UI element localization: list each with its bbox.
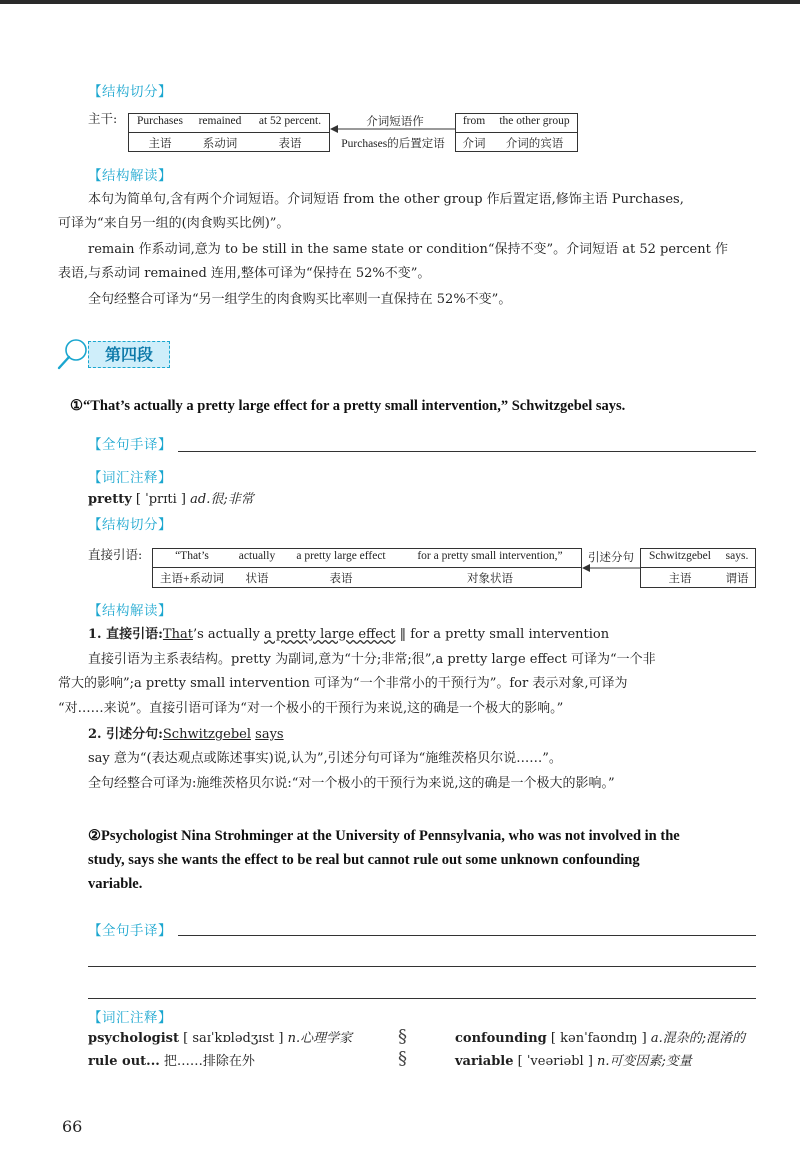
h2-subj: Schwitzgebel [162, 727, 252, 742]
h1-that: That [162, 627, 193, 642]
vocab-pretty [88, 488, 254, 512]
s1-explain-p5: 全句经整合可译为:施维茨格贝尔说:“对一个极小的干预行为来说,这的确是一个极大的影响。” [88, 776, 615, 791]
role-preposition: 介词 [462, 138, 486, 150]
h1-effect: a pretty large effect [264, 627, 396, 642]
label-full-translation-2: 【全句手译】 [88, 923, 172, 939]
arrow-left-1 [330, 124, 456, 134]
arrow-left-2 [582, 563, 640, 573]
s1-explain-p2: 常大的影响”;a pretty small intervention 可译为“一个非常小的干预行为”。for 表示对象,可译为 [58, 676, 628, 691]
vocab-confounding [455, 1027, 745, 1051]
label-structure-cut-2: 【结构切分】 [88, 517, 172, 533]
s1-explain-p3: “对……来说”。直接引语可译为“对一个极小的干预行为来说,这的确是一个极大的影响。” [58, 701, 564, 716]
sentence-2-line-3: variable. [88, 876, 143, 892]
word-the-other-group: the other group [499, 115, 570, 127]
role-subject: 主语 [148, 138, 172, 150]
vocab-psychologist [88, 1027, 352, 1051]
qr-adverbial: 状语 [245, 573, 269, 585]
label-full-translation-1: 【全句手译】 [88, 437, 172, 453]
h1-tail: ‖ for a pretty small intervention [395, 627, 610, 642]
write-line [88, 998, 756, 999]
qw-small-intervention: for a pretty small intervention,” [417, 550, 563, 562]
vocab-meaning: n.可变因素;变量 [597, 1054, 692, 1069]
vocab-meaning: ad.很;非常 [190, 492, 254, 507]
sentence-1: ①“That’s actually a pretty large effect for a pretty small intervention,” Schwitzgebel says. [70, 398, 626, 414]
word-purchases: Purchases [137, 115, 183, 127]
vocab-meaning: n.心理学家 [287, 1031, 353, 1046]
vocab-word: pretty [88, 492, 132, 507]
b1-para-5: 全句经整合可译为“另一组学生的肉食购买比率则一直保持在 52%不变”。 [88, 292, 512, 307]
quote-label: 直接引语: [88, 547, 143, 562]
top-rule [0, 0, 800, 4]
magnifier-icon [56, 336, 90, 372]
vocab-word: variable [455, 1054, 514, 1069]
vocab-word: rule out... [88, 1054, 160, 1069]
label-structure-cut: 【结构切分】 [88, 84, 172, 100]
vocab-ipa: [ saɪˈkɒlədʒɪst ] [183, 1031, 284, 1046]
s1-explain-p4: say 意为“(表达观点或陈述事实)说,认为”,引述分句可译为“施维茨格贝尔说……”。 [88, 751, 562, 766]
role-predicative: 表语 [278, 138, 302, 150]
h1-heading: 1. 直接引语: [88, 627, 163, 642]
vocab-ipa: [ kənˈfaʊndɪŋ ] [550, 1031, 647, 1046]
word-remained: remained [198, 115, 242, 127]
sentence-2-line-2: study, says she wants the effect to be real but cannot rule out some unknown confounding [88, 852, 640, 868]
word-from: from [462, 115, 486, 127]
cr-predicate: 谓语 [725, 573, 749, 585]
b1-para-1: 本句为简单句,含有两个介词短语。介词短语 from the other group 作后置定语,修饰主语 Purchases, [88, 192, 684, 207]
label-structure-explain-1: 【结构解读】 [88, 168, 172, 184]
s1-explain-h2 [88, 723, 284, 747]
b1-para-3: remain 作系动词,意为 to be still in the same state or condition“保持不变”。介词短语 at 52 percent 作 [88, 242, 728, 257]
write-line [178, 935, 756, 936]
page-number: 66 [62, 1117, 83, 1136]
binding-ring-icon: § § [398, 1026, 407, 1069]
h2-verb: says [255, 727, 284, 742]
h1-mid: ’s actually [192, 627, 265, 642]
vocab-ipa: [ ˈprɪti ] [135, 492, 186, 507]
section-title: 第四段 [88, 341, 170, 368]
word-at-52-percent: at 52 percent. [258, 115, 322, 127]
qw-thats: “That’s [175, 550, 209, 562]
vocab-meaning: 把……排除在外 [163, 1054, 255, 1069]
write-line [88, 966, 756, 967]
vocab-word: confounding [455, 1031, 547, 1046]
write-line [178, 451, 756, 452]
label-structure-explain-2: 【结构解读】 [88, 603, 172, 619]
sentence-2-line-1: ②Psychologist Nina Strohminger at the University of Pennsylvania, who was not involved in the [88, 828, 680, 844]
b1-para-4: 表语,与系动词 remained 连用,整体可译为“保持在 52%不变”。 [58, 266, 431, 281]
cr-subject: 主语 [668, 573, 692, 585]
qr-subject-verb: 主语+系动词 [160, 573, 224, 585]
vocab-ipa: [ ˈveəriəbl ] [517, 1054, 593, 1069]
role-prep-object: 介词的宾语 [505, 138, 564, 150]
role-linking-verb: 系动词 [202, 138, 238, 150]
vocab-variable [455, 1050, 692, 1074]
cw-schwitzgebel: Schwitzgebel [649, 550, 711, 562]
h2-heading: 2. 引述分句: [88, 727, 163, 742]
cw-says: says. [725, 550, 749, 562]
vocab-rule-out [88, 1050, 255, 1074]
vocab-meaning: a.混杂的;混淆的 [650, 1031, 746, 1046]
trunk-label: 主干: [88, 111, 118, 126]
qr-predicative: 表语 [329, 573, 353, 585]
s1-explain-p1: 直接引语为主系表结构。pretty 为副词,意为“十分;非常;很”,a pretty large effect 可译为“一个非 [88, 652, 656, 667]
arrow-label-bottom: Purchases的后置定语 [341, 138, 445, 150]
arrow-label-top: 介词短语作 [366, 116, 424, 128]
vocab-word: psychologist [88, 1031, 179, 1046]
b1-para-2: 可译为“来自另一组的(肉食购买比例)”。 [58, 216, 290, 231]
qw-actually: actually [238, 550, 276, 562]
s1-explain-h1 [88, 623, 609, 647]
qw-large-effect: a pretty large effect [296, 550, 386, 562]
clause-label: 引述分句 [588, 552, 634, 564]
qr-object-adverbial: 对象状语 [467, 573, 513, 585]
label-vocab-2: 【词汇注释】 [88, 1010, 172, 1026]
label-vocab-1: 【词汇注释】 [88, 470, 172, 486]
